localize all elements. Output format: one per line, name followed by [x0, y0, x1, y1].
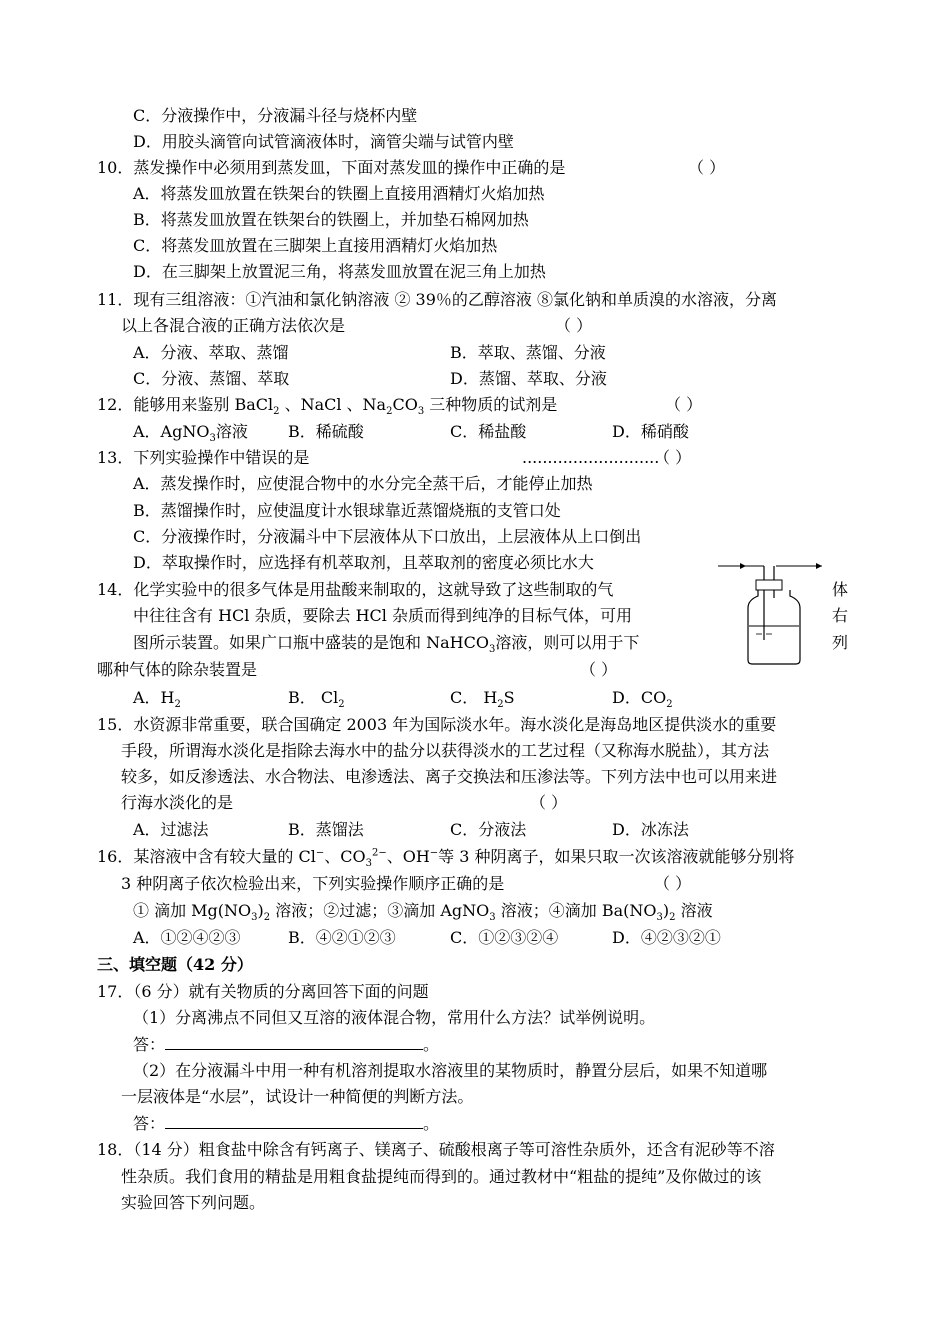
q13-stem: 13．下列实验操作中错误的是 [97, 448, 310, 467]
q13-option-b: B．蒸馏操作时，应使温度计水银球靠近蒸馏烧瓶的支管口处 [133, 501, 561, 520]
q10-option-b: B．将蒸发皿放置在铁架台的铁圈上，并加垫石棉网加热 [133, 210, 529, 229]
outlet-arrow-icon [816, 563, 822, 569]
q15-line4: 行海水淡化的是 [121, 793, 234, 812]
bottle-body [748, 590, 800, 664]
q17-stem: 17．（6 分）就有关物质的分离回答下面的问题 [97, 982, 429, 1001]
q11-option-c: C．分液、蒸馏、萃取 [133, 369, 290, 388]
q14-line2-end: 右 [832, 606, 849, 625]
q14-line3: 图所示装置。如果广口瓶中盛装的是饱和 NaHCO$_3$溶液，则可以用于下 [133, 633, 640, 656]
q12-option-c: C．稀盐酸 [450, 422, 527, 441]
q16-option-d: D．④②③②① [612, 928, 721, 947]
q12-option-b: B．稀硫酸 [288, 422, 364, 441]
q12-stem: 12．能够用来鉴别 BaCl$_2$ 、NaCl 、$Na_2CO_3$ 三种物质的试剂是 [97, 395, 558, 418]
q11-answer-paren: （ ） [555, 316, 593, 335]
q18-line2: 性杂质。我们食用的精盐是用粗食盐提纯而得到的。通过教材中“粗盐的提纯”及你做过的该 [121, 1167, 762, 1186]
q15-line3: 较多，如反渗透法、水合物法、电渗透法、离子交换法和压渗法等。下列方法中也可以用来进 [121, 767, 778, 786]
q15-answer-paren: （ ） [530, 793, 568, 812]
q17-part2-line1: （2）在分液漏斗中用一种有机溶剂提取水溶液里的某物质时，静置分层后，如果不知道哪 [133, 1061, 768, 1080]
q16-answer-paren: （ ） [654, 874, 692, 893]
q11-stem-line1: 11．现有三组溶液：①汽油和氯化钠溶液 ② 39％的乙醇溶液 ⑧氯化钠和单质溴的水溶液，分离 [97, 290, 777, 309]
q15-line1: 15．水资源非常重要，联合国确定 2003 年为国际淡水年。海水淡化是海岛地区提供淡水的重要 [97, 715, 777, 734]
q17-part1: （1）分离沸点不同但又互溶的液体混合物，常用什么方法？试举例说明。 [133, 1008, 656, 1027]
gas-washing-bottle-figure [716, 556, 826, 668]
q17-answer1-blank[interactable] [165, 1033, 423, 1050]
q12-answer-paren: （ ） [665, 395, 703, 414]
q15-option-d: D．冰冻法 [612, 820, 689, 839]
stopper [756, 580, 782, 590]
q14-option-d: D．$CO_2$ [612, 688, 673, 711]
q13-option-c: C．分液操作时，分液漏斗中下层液体从下口放出，上层液体从上口倒出 [133, 527, 642, 546]
q15-option-b: B．蒸馏法 [288, 820, 364, 839]
q10-option-c: C．将蒸发皿放置在三脚架上直接用酒精灯火焰加热 [133, 236, 498, 255]
q13-option-d: D．萃取操作时，应选择有机萃取剂，且萃取剂的密度必须比水大 [133, 553, 594, 572]
q11-stem-line2: 以上各混合液的正确方法依次是 [121, 316, 346, 335]
q14-line1: 14．化学实验中的很多气体是用盐酸来制取的，这就导致了这些制取的气 [97, 580, 614, 599]
q15-option-c: C．分液法 [450, 820, 527, 839]
q16-line2: 3 种阴离子依次检验出来，下列实验操作顺序正确的是 [121, 874, 505, 893]
q17-answer2-blank[interactable] [165, 1112, 423, 1129]
q14-line2: 中往往含有 HCl 杂质，要除去 HCl 杂质而得到纯净的目标气体，可用 [133, 606, 632, 625]
q16-option-c: C．①②③②④ [450, 928, 559, 947]
inlet-arrow-icon [740, 563, 746, 569]
q11-option-a: A．分液、萃取、蒸馏 [133, 343, 289, 362]
q10-answer-paren: （ ） [688, 158, 726, 177]
q16-option-b: B．④②①②③ [288, 928, 396, 947]
q9-option-c: C．分液操作中，分液漏斗径与烧杯内壁 [133, 106, 418, 125]
q12-option-a: A．AgNO$_3$溶液 [133, 422, 248, 445]
q14-option-c: C． $H_2S$ [450, 688, 515, 711]
q17-answer1: 答： 。 [133, 1035, 440, 1054]
q10-option-a: A．将蒸发皿放置在铁架台的铁圈上直接用酒精灯火焰加热 [133, 184, 545, 203]
q13-dots: ........................... [522, 448, 660, 467]
q14-line4: 哪种气体的除杂装置是 [97, 660, 258, 679]
q14-option-b: B． $Cl_2$ [288, 688, 345, 711]
q13-option-a: A．蒸发操作时，应使混合物中的水分完全蒸干后，才能停止加热 [133, 474, 593, 493]
q16-line3: ① 滴加 $Mg(NO_3)_2$ 溶液；②过滤；③滴加 AgNO$_3$ 溶液；④滴加 $Ba(NO_3)_2$ 溶液 [133, 901, 713, 924]
q12-option-d: D．稀硝酸 [612, 422, 689, 441]
q15-option-a: A．过滤法 [133, 820, 209, 839]
q16-line1: 16．某溶液中含有较大量的 Cl−、$CO_3^{2-}$、OH−等 3 种阴离子，如果只取一次该溶液就能够分别将 [97, 847, 795, 870]
q9-option-d: D．用胶头滴管向试管滴液体时，滴管尖端与试管内壁 [133, 132, 514, 151]
q17-answer2: 答： 。 [133, 1114, 440, 1133]
q10-stem: 10．蒸发操作中必须用到蒸发皿，下面对蒸发皿的操作中正确的是 [97, 158, 566, 177]
q10-option-d: D．在三脚架上放置泥三角，将蒸发皿放置在泥三角上加热 [133, 262, 546, 281]
q18-line1: 18．（14 分）粗食盐中除含有钙离子、镁离子、硫酸根离子等可溶性杂质外，还含有泥砂等不溶 [97, 1140, 775, 1159]
q13-answer-paren: （ ） [654, 448, 692, 467]
q18-line3: 实验回答下列问题。 [121, 1193, 266, 1212]
q11-option-d: D．蒸馏、萃取、分液 [450, 369, 607, 388]
q14-answer-paren: （ ） [580, 660, 618, 679]
q14-line3-end: 列 [832, 633, 849, 652]
section-heading: 三、填空题（42 分） [97, 955, 253, 974]
q14-line1-end: 体 [832, 580, 849, 599]
q14-option-a: A．$H_2$ [133, 688, 181, 711]
q11-option-b: B．萃取、蒸馏、分液 [450, 343, 606, 362]
q15-line2: 手段，所谓海水淡化是指除去海水中的盐分以获得淡水的工艺过程（又称海水脱盐），其方法 [121, 741, 770, 760]
q16-option-a: A．①②④②③ [133, 928, 241, 947]
q17-part2-line2: 一层液体是“水层”，试设计一种简便的判断方法。 [121, 1087, 474, 1106]
